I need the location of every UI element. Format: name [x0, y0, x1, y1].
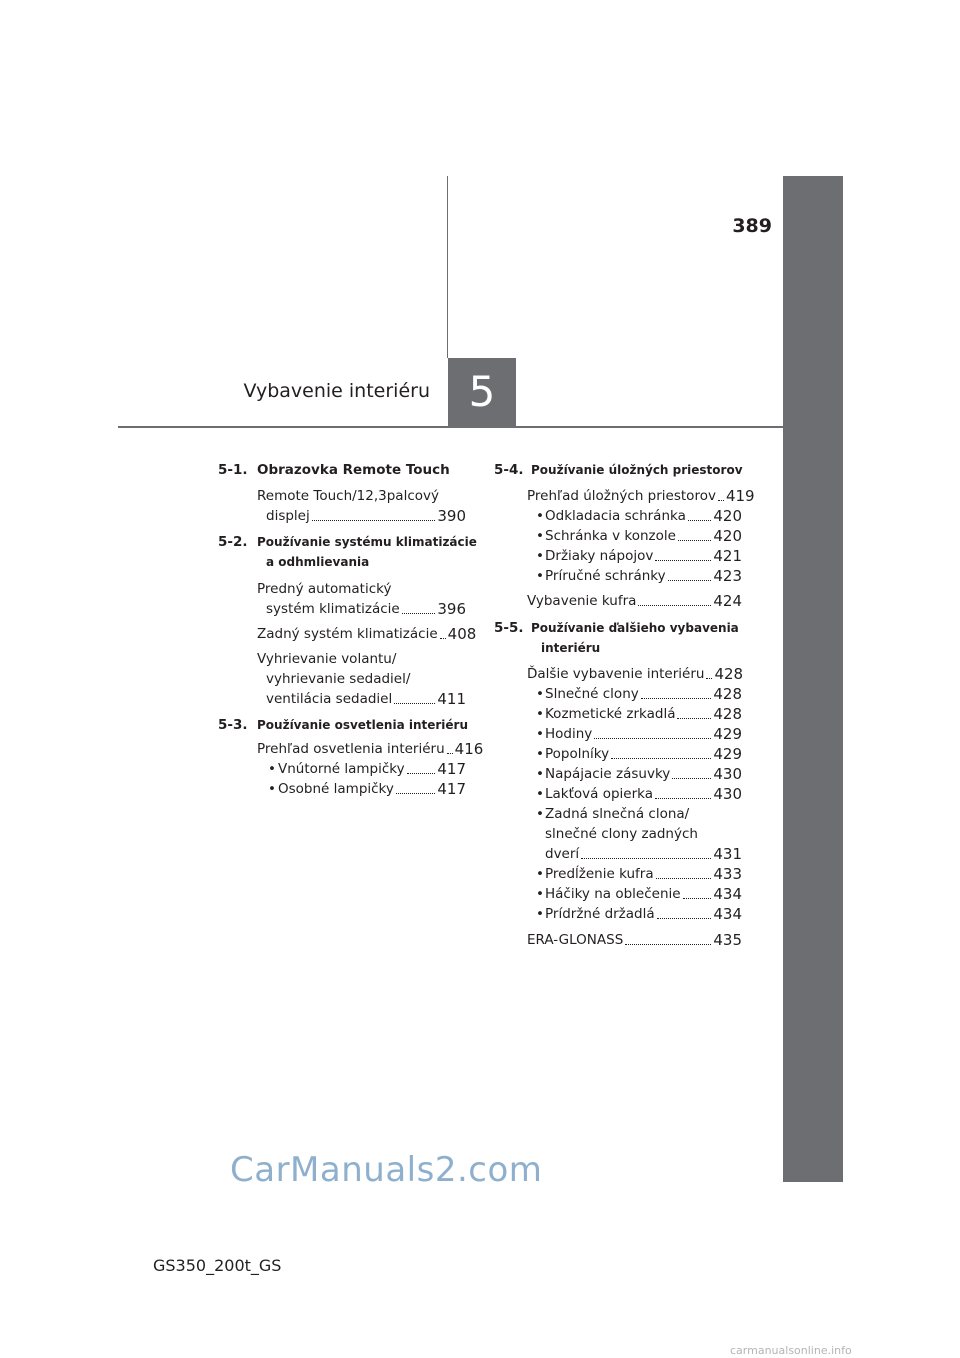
toc-sub-entry[interactable]: [545, 506, 742, 526]
leader-dots: [611, 758, 711, 759]
entry-title: Kozmetické zrkadlá: [545, 706, 676, 722]
page-ref: 420: [713, 527, 742, 545]
leader-dots: [440, 638, 446, 639]
entry-title: systém klimatizácie: [266, 601, 400, 617]
leader-dots: [641, 698, 712, 699]
toc-sub-entry-line[interactable]: Zadná slnečná clona/: [545, 806, 690, 822]
page-ref: 416: [454, 740, 484, 758]
page-ref: 430: [713, 765, 742, 783]
toc-entry-line[interactable]: Vyhrievanie volantu/: [257, 651, 397, 667]
leader-dots: [688, 520, 711, 521]
bullet: •: [536, 806, 544, 822]
toc-sub-entry[interactable]: [545, 884, 742, 904]
section-title-cont: a odhmlievania: [266, 555, 370, 569]
page-ref: 434: [713, 885, 742, 903]
leader-dots: [657, 918, 712, 919]
entry-title: ERA-GLONASS: [527, 932, 624, 948]
bullet: •: [536, 906, 544, 922]
entry-title: Osobné lampičky: [278, 781, 394, 797]
section-title-cont: interiéru: [541, 641, 601, 655]
watermark-logo: CarManuals2.com: [230, 1150, 543, 1190]
section-number: 5-3.: [218, 717, 248, 733]
document-code: GS350_200t_GS: [153, 1256, 282, 1275]
bullet: •: [536, 528, 544, 544]
section-title: Používanie ďalšieho vybavenia: [531, 621, 739, 635]
entry-title: Príručné schránky: [545, 568, 666, 584]
page-ref: 421: [713, 547, 742, 565]
toc-entry[interactable]: [527, 664, 742, 684]
page-ref: 431: [713, 845, 742, 863]
toc-sub-entry[interactable]: [545, 684, 742, 704]
toc-entry[interactable]: [257, 624, 477, 644]
toc-entry-line[interactable]: Predný automatický: [257, 581, 392, 597]
entry-title: Prídržné držadlá: [545, 906, 655, 922]
bullet: •: [536, 568, 544, 584]
entry-title: dverí: [545, 846, 580, 862]
entry-title: Vnútorné lampičky: [278, 761, 405, 777]
bullet: •: [536, 786, 544, 802]
watermark-small: carmanualsonline.info: [730, 1344, 852, 1357]
leader-dots: [655, 560, 711, 561]
page-ref: 417: [437, 780, 466, 798]
header-horizontal-rule: [118, 426, 783, 428]
entry-title: Slnečné clony: [545, 686, 639, 702]
entry-title: displej: [266, 508, 310, 524]
toc-entry[interactable]: [266, 689, 466, 709]
leader-dots: [402, 613, 436, 614]
toc-sub-entry[interactable]: [545, 844, 742, 864]
toc-entry[interactable]: [527, 591, 742, 611]
page-ref: 429: [713, 745, 742, 763]
page-ref: 428: [713, 705, 742, 723]
leader-dots: [638, 605, 711, 606]
leader-dots: [407, 773, 436, 774]
leader-dots: [656, 878, 712, 879]
leader-dots: [655, 798, 711, 799]
page-ref: 396: [437, 600, 466, 618]
toc-entry[interactable]: [266, 599, 466, 619]
leader-dots: [706, 678, 712, 679]
toc-sub-entry[interactable]: [545, 764, 742, 784]
toc-sub-entry[interactable]: [545, 784, 742, 804]
entry-title: Popolníky: [545, 746, 610, 762]
toc-sub-entry[interactable]: [545, 744, 742, 764]
toc-sub-entry[interactable]: [278, 759, 466, 779]
bullet: •: [536, 886, 544, 902]
toc-sub-entry-line[interactable]: slnečné clony zadných: [545, 826, 698, 842]
entry-title: Držiaky nápojov: [545, 548, 654, 564]
section-title: Používanie úložných priestorov: [531, 463, 743, 477]
entry-title: Predĺženie kufra: [545, 866, 654, 882]
entry-title: Zadný systém klimatizácie: [257, 626, 438, 642]
toc-entry[interactable]: [527, 930, 742, 950]
section-title: Používanie systému klimatizácie: [257, 535, 477, 549]
bullet: •: [536, 686, 544, 702]
page-ref: 428: [714, 665, 744, 683]
page-ref: 433: [713, 865, 742, 883]
toc-sub-entry[interactable]: [545, 864, 742, 884]
entry-title: Prehľad úložných priestorov: [527, 488, 716, 504]
bullet: •: [536, 706, 544, 722]
page-ref: 424: [713, 592, 742, 610]
toc-entry[interactable]: [266, 506, 466, 526]
leader-dots: [718, 500, 724, 501]
chapter-side-tab: [783, 176, 843, 1182]
entry-title: Odkladacia schránka: [545, 508, 686, 524]
page-ref: 423: [713, 567, 742, 585]
entry-title: Napájacie zásuvky: [545, 766, 671, 782]
page-ref: 430: [713, 785, 742, 803]
leader-dots: [581, 858, 711, 859]
bullet: •: [536, 548, 544, 564]
entry-title: Háčiky na oblečenie: [545, 886, 681, 902]
bullet: •: [268, 781, 276, 797]
bullet: •: [536, 726, 544, 742]
bullet: •: [536, 766, 544, 782]
page-ref: 411: [437, 690, 466, 708]
entry-title: Schránka v konzole: [545, 528, 676, 544]
entry-title: Prehľad osvetlenia interiéru: [257, 741, 445, 757]
toc-sub-entry[interactable]: [545, 724, 742, 744]
leader-dots: [683, 898, 712, 899]
section-number: 5-4.: [494, 462, 524, 478]
toc-sub-entry[interactable]: [545, 546, 742, 566]
toc-sub-entry[interactable]: [545, 704, 742, 724]
section-number: 5-1.: [218, 462, 248, 478]
chapter-title: Vybavenie interiéru: [243, 380, 430, 402]
toc-sub-entry[interactable]: [545, 526, 742, 546]
leader-dots: [447, 753, 453, 754]
toc-right-column: [494, 458, 755, 958]
toc-sub-entry[interactable]: [545, 904, 742, 924]
entry-title: ventilácia sedadiel: [266, 691, 393, 707]
page-ref: 419: [725, 487, 755, 505]
toc-entry-line[interactable]: vyhrievanie sedadiel/: [266, 671, 411, 687]
page-number: 389: [732, 215, 772, 237]
page-ref: 408: [447, 625, 477, 643]
bullet: •: [536, 746, 544, 762]
chapter-number-box: 5: [448, 358, 516, 426]
page-ref: 429: [713, 725, 742, 743]
toc-entry[interactable]: [527, 486, 755, 506]
page-ref: 434: [713, 905, 742, 923]
leader-dots: [312, 520, 436, 521]
section-number: 5-2.: [218, 534, 248, 550]
entry-title: Hodiny: [545, 726, 593, 742]
toc-sub-entry[interactable]: [545, 566, 742, 586]
section-number: 5-5.: [494, 620, 524, 636]
page-ref: 420: [713, 507, 742, 525]
entry-title: Lakťová opierka: [545, 786, 654, 802]
page-ref: 435: [713, 931, 742, 949]
bullet: •: [536, 866, 544, 882]
leader-dots: [678, 540, 711, 541]
leader-dots: [677, 718, 711, 719]
leader-dots: [394, 703, 435, 704]
page-ref: 390: [437, 507, 466, 525]
entry-title: Ďalšie vybavenie interiéru: [527, 666, 705, 682]
section-title: Obrazovka Remote Touch: [257, 462, 450, 478]
leader-dots: [396, 793, 435, 794]
toc-sub-entry[interactable]: [278, 779, 466, 799]
leader-dots: [672, 778, 711, 779]
bullet: •: [536, 508, 544, 524]
leader-dots: [668, 580, 712, 581]
leader-dots: [625, 944, 711, 945]
page-ref: 417: [437, 760, 466, 778]
leader-dots: [594, 738, 711, 739]
toc-entry[interactable]: [257, 739, 484, 759]
toc-entry-line[interactable]: Remote Touch/12,3palcový: [257, 488, 439, 504]
section-title: Používanie osvetlenia interiéru: [257, 718, 469, 732]
header-vertical-rule: [447, 176, 448, 358]
bullet: •: [268, 761, 276, 777]
toc-left-column: [218, 458, 484, 798]
page-ref: 428: [713, 685, 742, 703]
entry-title: Vybavenie kufra: [527, 593, 637, 609]
